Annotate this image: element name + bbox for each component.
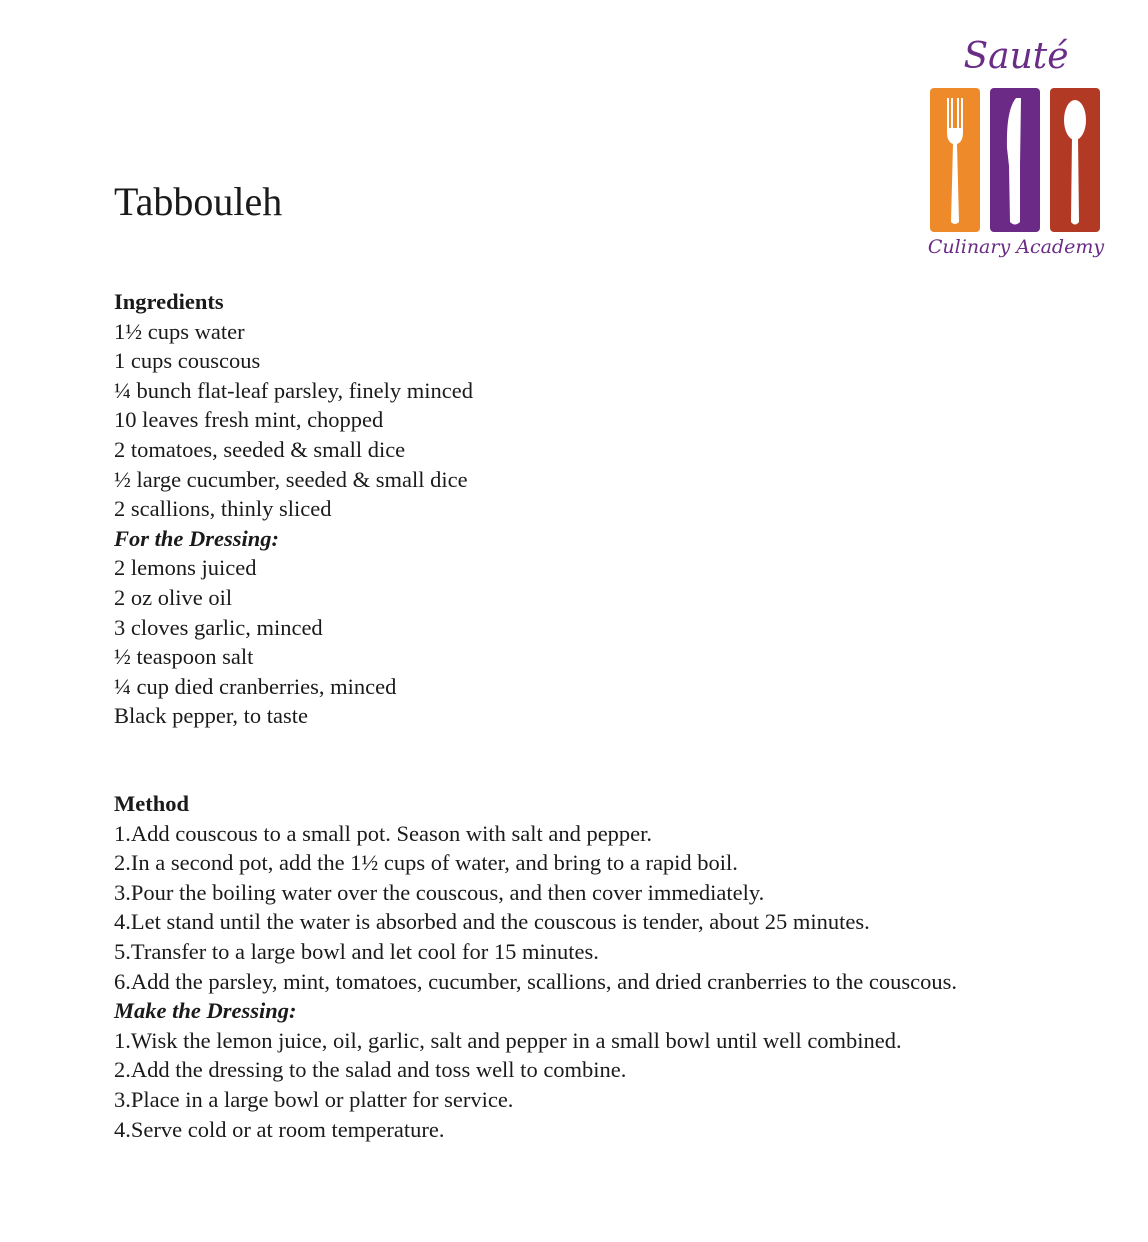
- step-text: Transfer to a large bowl and let cool for 15 minutes.: [130, 938, 599, 964]
- ingredients-section: [114, 287, 1054, 731]
- dressing-step: [114, 1026, 1054, 1056]
- ingredients-list: [114, 317, 1054, 524]
- step-number: 3.: [114, 1086, 131, 1112]
- dressing-step: [114, 1085, 1054, 1115]
- dressing-step: [114, 1115, 1054, 1145]
- step-number: 1.: [114, 820, 131, 846]
- method-step: [114, 848, 1054, 878]
- step-number: 4.: [114, 1116, 131, 1142]
- ingredient-item: 1½ cups water: [114, 318, 245, 344]
- dressing-ingredient-item: 2 lemons juiced: [114, 555, 257, 581]
- ingredient-item: ½ large cucumber, seeded & small dice: [114, 466, 468, 492]
- dressing-ingredient-item: ½ teaspoon salt: [114, 644, 254, 670]
- fork-icon: [930, 88, 980, 232]
- logo-tagline: Culinary Academy: [927, 236, 1105, 258]
- method-step: [114, 878, 1054, 908]
- step-number: 2.: [114, 1057, 131, 1083]
- ingredients-heading: Ingredients: [114, 289, 224, 314]
- step-number: 1.: [114, 1027, 131, 1053]
- step-text: Serve cold or at room temperature.: [130, 1116, 445, 1142]
- dressing-ingredients-list: [114, 553, 1054, 731]
- ingredient-item: 2 tomatoes, seeded & small dice: [114, 436, 406, 462]
- step-text: In a second pot, add the 1½ cups of water, and bring to a rapid boil.: [130, 850, 738, 876]
- step-text: Let stand until the water is absorbed and the couscous is tender, about 25 minutes.: [130, 909, 870, 935]
- ingredient-item: 10 leaves fresh mint, chopped: [114, 407, 384, 433]
- logo-tiles: [930, 88, 1100, 232]
- knife-icon: [990, 88, 1040, 232]
- step-text: Add the parsley, mint, tomatoes, cucumber, scallions, and dried cranberries to the couscous.: [130, 968, 958, 994]
- step-number: 2.: [114, 850, 131, 876]
- method-step: [114, 907, 1054, 937]
- dressing-ingredient-item: Black pepper, to taste: [114, 703, 309, 729]
- step-text: Add couscous to a small pot. Season with salt and pepper.: [130, 820, 653, 846]
- recipe-title: Tabbouleh: [114, 179, 283, 224]
- step-number: 6.: [114, 968, 131, 994]
- method-section: [114, 789, 1054, 1144]
- step-text: Add the dressing to the salad and toss well to combine.: [130, 1057, 627, 1083]
- dressing-steps-list: [114, 1026, 1054, 1144]
- step-text: Wisk the lemon juice, oil, garlic, salt and pepper in a small bowl until well combined.: [130, 1027, 902, 1053]
- method-steps-list: [114, 819, 1054, 997]
- method-step: [114, 967, 984, 997]
- logo-brand-text: Sauté: [963, 36, 1069, 77]
- step-number: 4.: [114, 909, 131, 935]
- ingredient-item: ¼ bunch flat-leaf parsley, finely minced: [114, 377, 474, 403]
- step-text: Place in a large bowl or platter for service.: [130, 1086, 514, 1112]
- dressing-ingredient-item: ¼ cup died cranberries, minced: [114, 673, 397, 699]
- dressing-ingredient-item: 2 oz olive oil: [114, 584, 233, 610]
- dressing-ingredient-item: 3 cloves garlic, minced: [114, 614, 323, 640]
- dressing-ingredients-heading: For the Dressing:: [114, 525, 280, 551]
- dressing-step: [114, 1055, 1054, 1085]
- step-number: 3.: [114, 879, 131, 905]
- method-step: [114, 819, 1054, 849]
- spoon-icon: [1050, 88, 1100, 232]
- method-step: [114, 937, 1054, 967]
- step-text: Pour the boiling water over the couscous, and then cover immediately.: [130, 879, 765, 905]
- ingredient-item: 1 cups couscous: [114, 348, 261, 374]
- method-heading: Method: [114, 791, 189, 816]
- make-dressing-heading: Make the Dressing:: [114, 998, 297, 1024]
- saute-logo: [918, 36, 1114, 268]
- step-number: 5.: [114, 938, 131, 964]
- ingredient-item: 2 scallions, thinly sliced: [114, 496, 332, 522]
